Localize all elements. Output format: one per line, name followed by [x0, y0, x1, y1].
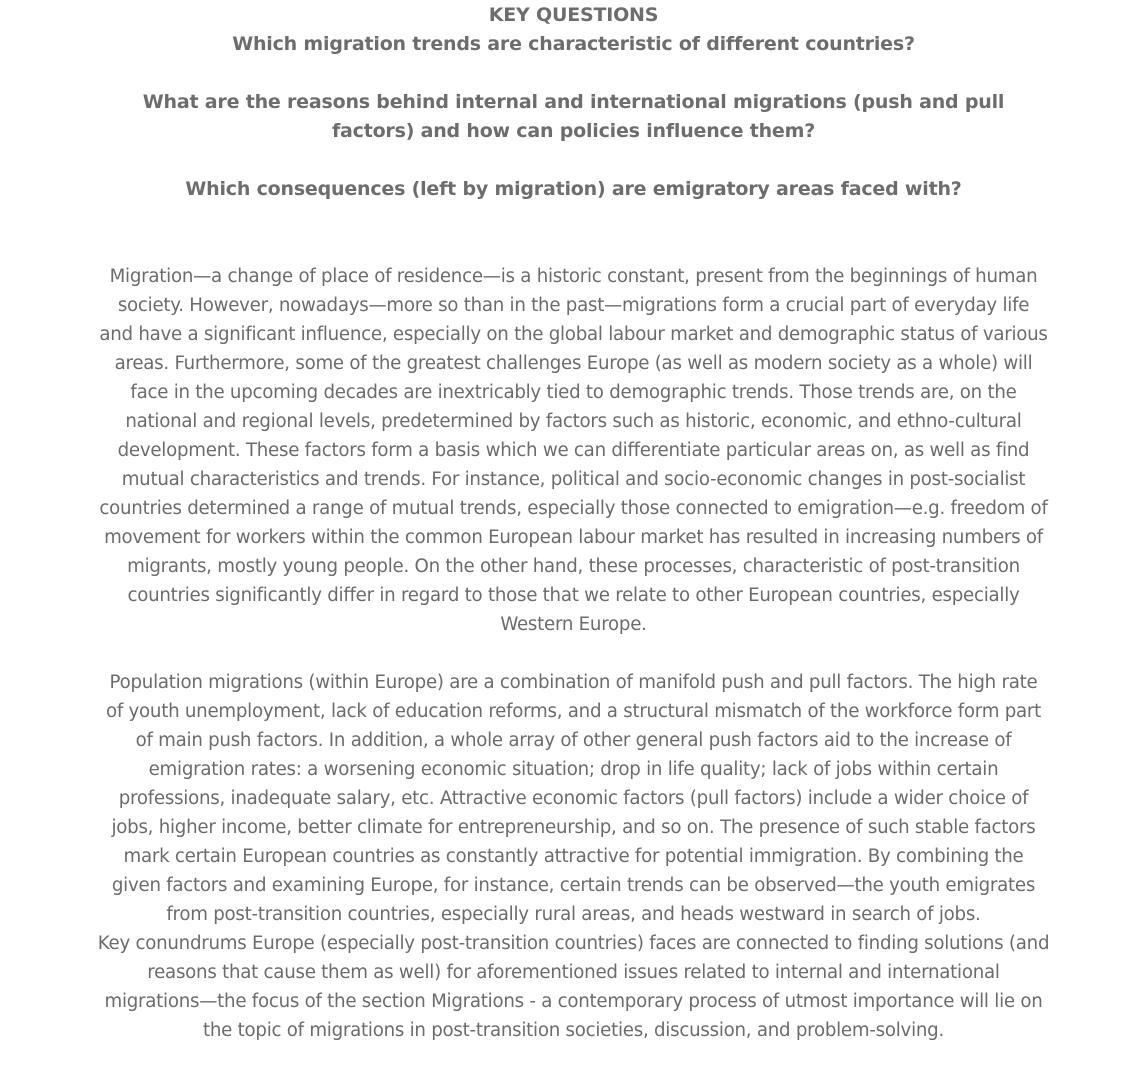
key-question-2: [60, 88, 1087, 146]
paragraph-line: mark certain European countries as constantly attractive for potential immigration. By combining the: [123, 846, 1024, 867]
key-questions-title: [60, 1, 1087, 30]
paragraph-line: given factors and examining Europe, for instance, certain trends can be observed—the youth emigrates: [111, 875, 1036, 896]
key-question-1: [60, 30, 1087, 59]
paragraph-line: national and regional levels, predetermined by factors such as historic, economic, and ethno-cultural: [125, 411, 1022, 432]
paragraph-line: countries determined a range of mutual trends, especially those connected to emigration—e.g. freedom of: [99, 498, 1048, 519]
paragraph-introduction: [18, 262, 1129, 639]
key-question-3: [60, 175, 1087, 204]
key-question-2-line-1: What are the reasons behind internal and international migrations (push and pull: [142, 91, 1005, 113]
paragraph-line: from post-transition countries, especially rural areas, and heads westward in search of jobs.: [166, 904, 981, 925]
paragraph-line: face in the upcoming decades are inextricably tied to demographic trends. Those trends are, on the: [130, 382, 1017, 403]
paragraph-line: mutual characteristics and trends. For instance, political and socio-economic changes in post-socialist: [121, 469, 1026, 490]
paragraph-line: areas. Furthermore, some of the greatest challenges Europe (as well as modern society as a whole) will: [114, 353, 1033, 374]
paragraph-line: emigration rates: a worsening economic situation; drop in life quality; lack of jobs within certain: [148, 759, 999, 780]
key-question-3-text: Which consequences (left by migration) are emigratory areas faced with?: [185, 178, 962, 200]
paragraph-line: development. These factors form a basis which we can differentiate particular areas on, as well as find: [117, 440, 1030, 461]
key-questions-title-text: KEY QUESTIONS: [488, 4, 659, 26]
paragraph-line: migrations—the focus of the section Migrations - a contemporary process of utmost importance will lie on: [104, 991, 1043, 1012]
paragraph-line: Migration—a change of place of residence—is a historic constant, present from the beginnings of human: [109, 266, 1038, 287]
paragraph-line: of youth unemployment, lack of education reforms, and a structural mismatch of the workforce form part: [105, 701, 1042, 722]
paragraph-line: jobs, higher income, better climate for entrepreneurship, and so on. The presence of such stable factors: [111, 817, 1036, 838]
paragraph-line: reasons that cause them as well) for aforementioned issues related to internal and international: [147, 962, 1000, 983]
paragraph-line: and have a significant influence, especially on the global labour market and demographic status of various: [99, 324, 1048, 345]
paragraph-line: Population migrations (within Europe) are a combination of manifold push and pull factors. The high rate: [109, 672, 1038, 693]
paragraph-line: of main push factors. In addition, a whole array of other general push factors aid to the increase of: [135, 730, 1012, 751]
paragraph-line: Western Europe.: [500, 614, 647, 635]
paragraph-line: society. However, nowadays—more so than in the past—migrations form a crucial part of everyday life: [117, 295, 1030, 316]
paragraph-line: migrants, mostly young people. On the other hand, these processes, characteristic of post-transition: [127, 556, 1020, 577]
paragraph-push-pull-factors: [18, 668, 1129, 1045]
paragraph-line: professions, inadequate salary, etc. Attractive economic factors (pull factors) include a wider choice of: [118, 788, 1029, 809]
paragraph-line: countries significantly differ in regard to those that we relate to other European countries, especially: [127, 585, 1020, 606]
paragraph-line: the topic of migrations in post-transition societies, discussion, and problem-solving.: [203, 1020, 944, 1041]
key-question-1-text: Which migration trends are characteristic of different countries?: [232, 33, 915, 55]
key-question-2-line-2: factors) and how can policies influence them?: [331, 120, 816, 142]
paragraph-line: Key conundrums Europe (especially post-transition countries) faces are connected to finding solutions (and: [97, 933, 1050, 954]
paragraph-line: movement for workers within the common European labour market has resulted in increasing numbers of: [104, 527, 1043, 548]
